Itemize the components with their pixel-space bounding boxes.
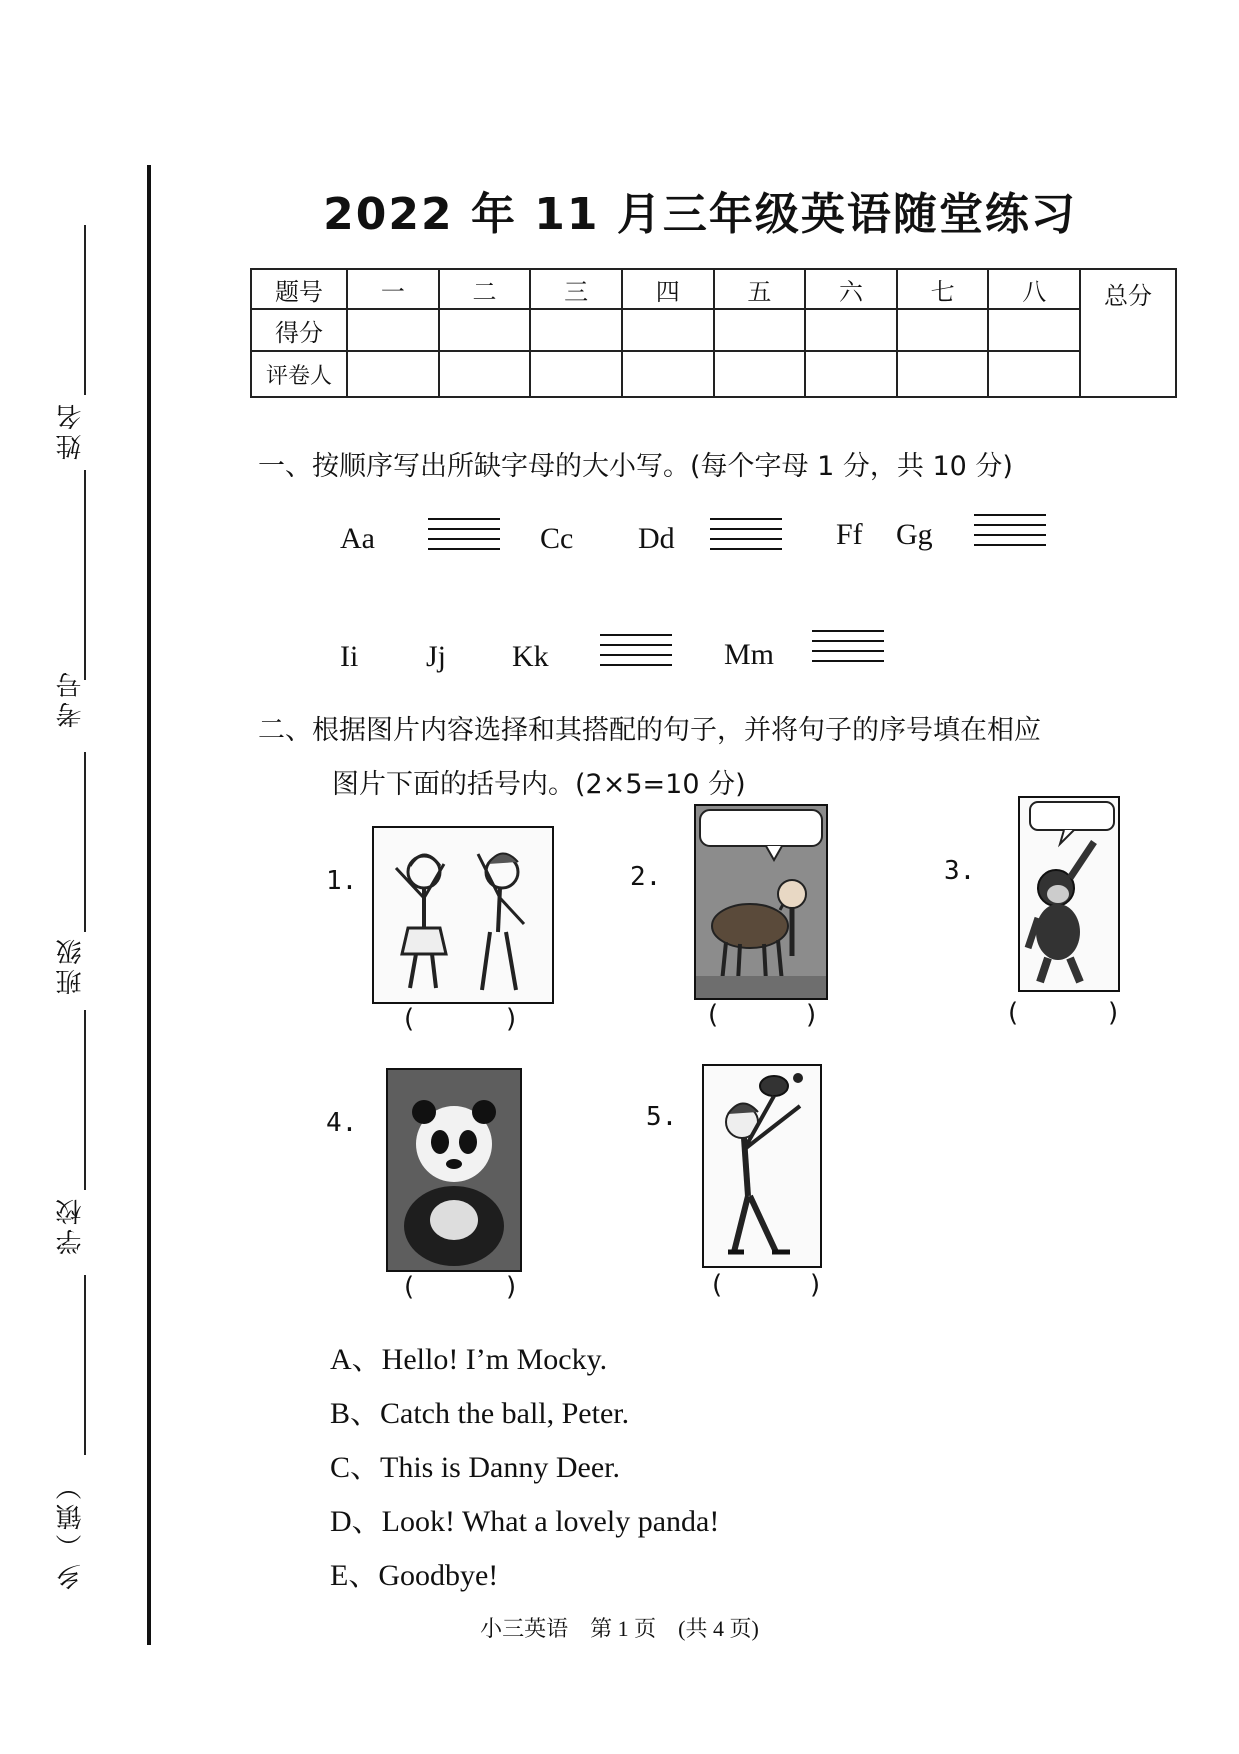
col-8: 八: [988, 269, 1080, 309]
letter-gg: Gg: [896, 518, 933, 551]
letter-dd: Dd: [638, 522, 675, 555]
name-label: 姓名: [56, 400, 86, 460]
grader-cell[interactable]: [622, 351, 714, 397]
page-footer: 小三英语 第 1 页 (共 4 页): [480, 1616, 759, 1641]
letter-cc: Cc: [540, 522, 574, 555]
col-1: 一: [347, 269, 439, 309]
col-4: 四: [622, 269, 714, 309]
score-cell[interactable]: [530, 309, 622, 351]
grader-cell[interactable]: [530, 351, 622, 397]
binding-line: [147, 165, 151, 1645]
score-table: [250, 268, 1177, 398]
class-field[interactable]: [84, 1010, 86, 1190]
section2-heading-line2: 图片下面的括号内。(2×5=10 分): [332, 769, 746, 800]
score-cell[interactable]: [622, 309, 714, 351]
section2-heading: 二、根据图片内容选择和其搭配的句子，并将句子的序号填在相应: [258, 715, 1041, 746]
option-a: A、Hello! I’m Mocky.: [330, 1343, 608, 1376]
score-cell[interactable]: [988, 309, 1080, 351]
school-label: 学校: [56, 1195, 86, 1255]
blank-letter[interactable]: [600, 634, 672, 664]
blank-letter[interactable]: [428, 518, 500, 548]
letter-kk: Kk: [512, 640, 549, 673]
answer-blank[interactable]: [734, 1266, 810, 1300]
name-field-line2: [84, 470, 86, 680]
col-7: 七: [897, 269, 989, 309]
picture-boy-with-deer: [694, 804, 828, 1000]
answer-paren-close: ): [806, 1000, 817, 1030]
col-3: 三: [530, 269, 622, 309]
answer-paren-open: (: [404, 1004, 415, 1034]
page-title: 2022 年 11 月三年级英语随堂练习: [323, 189, 1077, 240]
class-label: 班级: [56, 935, 86, 995]
answer-paren-close: ): [506, 1272, 517, 1302]
grader-cell[interactable]: [897, 351, 989, 397]
blank-letter[interactable]: [974, 514, 1046, 544]
answer-paren-close: ): [506, 1004, 517, 1034]
picture-number: 4.: [326, 1108, 358, 1138]
picture-number: 1.: [326, 866, 358, 896]
exam-number-field[interactable]: [84, 752, 86, 932]
picture-number: 2.: [630, 862, 662, 892]
col-6: 六: [805, 269, 897, 309]
letter-aa: Aa: [340, 522, 375, 555]
blank-letter[interactable]: [812, 630, 884, 660]
grader-cell[interactable]: [714, 351, 806, 397]
grader-cell[interactable]: [988, 351, 1080, 397]
option-e: E、Goodbye!: [330, 1559, 499, 1592]
grader-cell[interactable]: [805, 351, 897, 397]
answer-paren-open: (: [1008, 998, 1019, 1028]
blank-letter[interactable]: [710, 518, 782, 548]
picture-panda: [386, 1068, 522, 1272]
exam-number-label: 考号: [56, 668, 86, 728]
picture-number: 3.: [944, 856, 976, 886]
option-c: C、This is Danny Deer.: [330, 1451, 620, 1484]
township-label: 乡（镇）: [56, 1470, 86, 1590]
name-field[interactable]: [84, 225, 86, 395]
score-cell[interactable]: [897, 309, 989, 351]
picture-number: 5.: [646, 1102, 678, 1132]
grader-cell[interactable]: [347, 351, 439, 397]
picture-two-kids-waving: [372, 826, 554, 1004]
answer-paren-open: (: [404, 1272, 415, 1302]
section1-heading: 一、按顺序写出所缺字母的大小写。(每个字母 1 分，共 10 分): [258, 451, 1013, 482]
col-2: 二: [439, 269, 531, 309]
score-cell[interactable]: [805, 309, 897, 351]
school-field[interactable]: [84, 1275, 86, 1455]
row-header-grader: 评卷人: [251, 351, 347, 397]
score-cell[interactable]: [439, 309, 531, 351]
col-5: 五: [714, 269, 806, 309]
score-cell[interactable]: [347, 309, 439, 351]
letter-ii: Ii: [340, 640, 359, 673]
picture-monkey-speaking: [1018, 796, 1120, 992]
letter-ff: Ff: [836, 518, 863, 551]
answer-blank[interactable]: [426, 1268, 506, 1302]
letter-mm: Mm: [724, 638, 775, 671]
answer-paren-close: ): [810, 1270, 821, 1300]
answer-blank[interactable]: [426, 1000, 506, 1034]
row-header-score: 得分: [251, 309, 347, 351]
answer-paren-close: ): [1108, 998, 1119, 1028]
grader-cell[interactable]: [439, 351, 531, 397]
answer-paren-open: (: [712, 1270, 723, 1300]
option-b: B、Catch the ball, Peter.: [330, 1397, 630, 1430]
answer-blank[interactable]: [730, 996, 806, 1030]
letter-jj: Jj: [426, 640, 447, 673]
row-header-question: 题号: [251, 269, 347, 309]
answer-paren-open: (: [708, 1000, 719, 1030]
total-label: 总分: [1104, 282, 1152, 310]
score-cell[interactable]: [714, 309, 806, 351]
total-score-cell[interactable]: [1080, 269, 1176, 397]
answer-blank[interactable]: [1030, 994, 1108, 1028]
picture-boy-catching-ball: [702, 1064, 822, 1268]
option-d: D、Look! What a lovely panda!: [330, 1505, 720, 1538]
